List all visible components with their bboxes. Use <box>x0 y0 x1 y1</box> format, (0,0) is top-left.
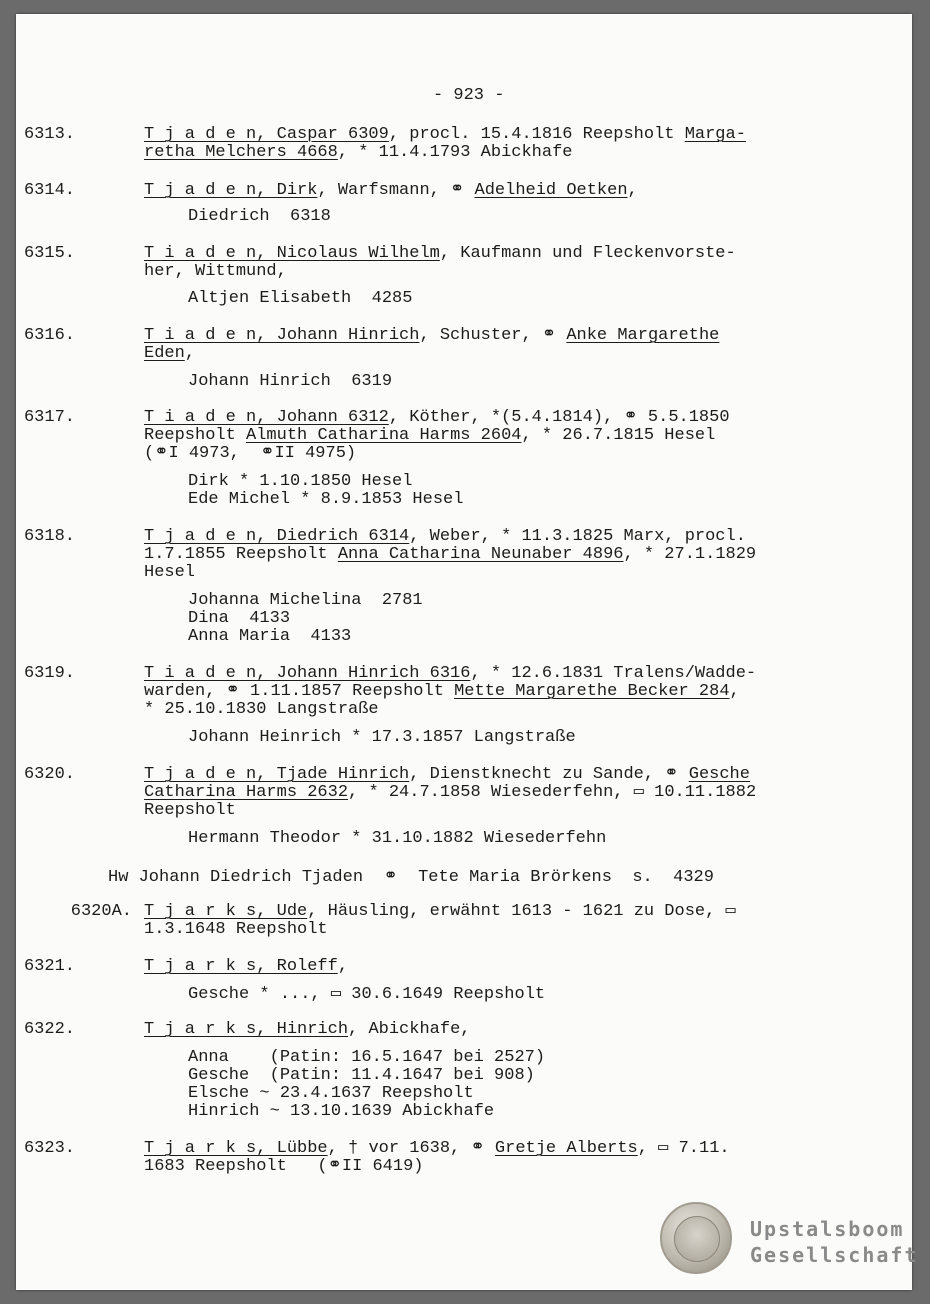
child-entry: Hinrich ~ 13.10.1639 Abickhafe <box>188 1102 495 1121</box>
entry-text-line2 <box>144 546 756 564</box>
person-name: T j a d e n, Diedrich 6314 <box>144 527 410 546</box>
person-name: T i a d e n, Johann Hinrich <box>144 326 420 345</box>
child-entry: Gesche * ..., ▭ 30.6.1649 Reepsholt <box>188 985 546 1004</box>
entry-text-line3: Reepsholt <box>144 801 236 820</box>
entry-number: 6314. <box>23 181 75 200</box>
entry-text <box>144 1140 730 1158</box>
entry-number: 6322. <box>23 1020 75 1039</box>
spouse-name: Eden <box>144 344 185 363</box>
entry-details: , * 24.7.1858 Wiesederfehn, ▭ 10.11.1882 <box>348 783 757 802</box>
entry-text <box>144 409 730 427</box>
entry-number: 6315. <box>23 244 75 263</box>
entry-text <box>144 1021 470 1039</box>
entry-details: , <box>337 957 349 976</box>
person-name: T i a d e n, Johann 6312 <box>144 408 389 427</box>
entry-text-line2 <box>144 345 195 363</box>
spouse-name: Marga- <box>684 125 746 144</box>
entry-details: , Kaufmann und Fleckenvorste- <box>439 244 736 263</box>
entry-details: Reepsholt <box>144 426 247 445</box>
entry-text <box>144 528 746 546</box>
entry-text <box>144 182 638 200</box>
entry-text-line2: her, Wittmund, <box>144 262 287 281</box>
entry-details: , Warfsmann, ⚭ <box>317 181 475 200</box>
child-entry: Johann Hinrich 6319 <box>188 372 393 391</box>
child-entry: Hermann Theodor * 31.10.1882 Wiesederfehn <box>188 829 607 848</box>
entry-details: , * 12.6.1831 Tralens/Wadde- <box>470 664 757 683</box>
person-name: T j a d e n, Dirk <box>144 181 318 200</box>
child-entry: Dina 4133 <box>188 609 291 628</box>
spouse-name: Catharina Harms 2632 <box>144 783 349 802</box>
child-entry: Ede Michel * 8.9.1853 Hesel <box>188 490 464 509</box>
entry-details: , procl. 15.4.1816 Reepsholt <box>388 125 685 144</box>
hw-note: Hw Johann Diedrich Tjaden ⚭ Tete Maria Brörkens s. 4329 <box>108 868 714 887</box>
entry-text <box>144 665 756 683</box>
spouse-name: Adelheid Oetken <box>474 181 628 200</box>
society-seal-icon <box>660 1202 732 1274</box>
entry-details: , <box>627 181 638 200</box>
entry-number: 6319. <box>23 664 75 683</box>
entry-text-line2: 1.3.1648 Reepsholt <box>144 920 328 939</box>
entry-number: 6320. <box>23 765 75 784</box>
entry-details: , <box>729 682 740 701</box>
entry-details: , Köther, *(5.4.1814), ⚭ 5.5.1850 <box>388 408 730 427</box>
logo-line1: Upstalsboom <box>750 1217 905 1241</box>
person-name: T j a d e n, Caspar 6309 <box>144 125 389 144</box>
entry-text <box>144 126 746 144</box>
child-entry: Gesche (Patin: 11.4.1647 bei 908) <box>188 1066 535 1085</box>
entry-details: , * 26.7.1815 Hesel <box>521 426 716 445</box>
entry-text-line2: 1683 Reepsholt (⚭II 6419) <box>144 1157 424 1176</box>
entry-text-line3: * 25.10.1830 Langstraße <box>144 700 379 719</box>
entry-details: , Dienstknecht zu Sande, ⚭ <box>409 765 689 784</box>
entry-text <box>144 958 348 976</box>
child-entry: Elsche ~ 23.4.1637 Reepsholt <box>188 1084 474 1103</box>
entry-text-line3: Hesel <box>144 563 196 582</box>
child-entry: Altjen Elisabeth 4285 <box>188 289 413 308</box>
spouse-name: Almuth Catharina Harms 2604 <box>246 426 522 445</box>
page-number: - 923 - <box>433 86 505 105</box>
entry-text <box>144 903 736 921</box>
spouse-name: retha Melchers 4668 <box>144 143 338 162</box>
spouse-name: Gretje Alberts <box>494 1139 638 1158</box>
person-name: T i a d e n, Nicolaus Wilhelm <box>144 244 440 263</box>
society-logo-text <box>750 1216 919 1268</box>
entry-number: 6323. <box>23 1139 75 1158</box>
spouse-name: Anna Catharina Neunaber 4896 <box>337 545 624 564</box>
entry-details: , <box>184 344 196 363</box>
entry-text <box>144 245 736 263</box>
entry-details: , Abickhafe, <box>348 1020 471 1039</box>
spouse-name: Gesche <box>688 765 750 784</box>
entry-text-line2 <box>144 427 715 445</box>
person-name: T j a d e n, Tjade Hinrich <box>144 765 410 784</box>
person-name: T j a r k s, Hinrich <box>144 1020 349 1039</box>
child-entry: Diedrich 6318 <box>188 207 331 226</box>
entry-details: , * 27.1.1829 <box>623 545 757 564</box>
seal-inner <box>674 1216 720 1262</box>
entry-text-line2 <box>144 144 572 162</box>
child-entry: Anna (Patin: 16.5.1647 bei 2527) <box>188 1048 546 1067</box>
entry-details: , † vor 1638, ⚭ <box>327 1139 495 1158</box>
entry-text <box>144 327 719 345</box>
entry-number: 6316. <box>23 326 75 345</box>
entry-number: 6313. <box>23 125 75 144</box>
entry-text <box>144 766 750 784</box>
child-entry: Johann Heinrich * 17.3.1857 Langstraße <box>188 728 576 747</box>
child-entry: Johanna Michelina 2781 <box>188 591 423 610</box>
entry-text-line2 <box>144 683 740 701</box>
entry-text-line2 <box>144 784 756 802</box>
child-entry: Anna Maria 4133 <box>188 627 352 646</box>
entry-details: , Schuster, ⚭ <box>419 326 567 345</box>
entry-number: 6321. <box>23 957 75 976</box>
entry-number: 6320A. <box>70 902 132 921</box>
spouse-name: Mette Margarethe Becker 284 <box>454 682 730 701</box>
person-name: T j a r k s, Lübbe <box>144 1139 328 1158</box>
entry-details: , ▭ 7.11. <box>637 1139 730 1158</box>
person-name: T j a r k s, Roleff <box>144 957 338 976</box>
logo-line2: Gesellschaft <box>750 1243 919 1267</box>
entry-details: , Weber, * 11.3.1825 Marx, procl. <box>409 527 746 546</box>
spouse-name: Anke Margarethe <box>566 326 720 345</box>
child-entry: Dirk * 1.10.1850 Hesel <box>188 472 413 491</box>
entry-text-line3: (⚭I 4973, ⚭II 4975) <box>144 444 357 463</box>
person-name: T i a d e n, Johann Hinrich 6316 <box>144 664 471 683</box>
entry-details: warden, ⚭ 1.11.1857 Reepsholt <box>144 682 455 701</box>
entry-details: , * 11.4.1793 Abickhafe <box>337 143 573 162</box>
entry-details: , Häusling, erwähnt 1613 - 1621 zu Dose, ▭ <box>307 902 736 921</box>
entry-details: 1.7.1855 Reepsholt <box>144 545 338 564</box>
entry-number: 6317. <box>23 408 75 427</box>
entry-number: 6318. <box>23 527 75 546</box>
person-name: T j a r k s, Ude <box>144 902 308 921</box>
